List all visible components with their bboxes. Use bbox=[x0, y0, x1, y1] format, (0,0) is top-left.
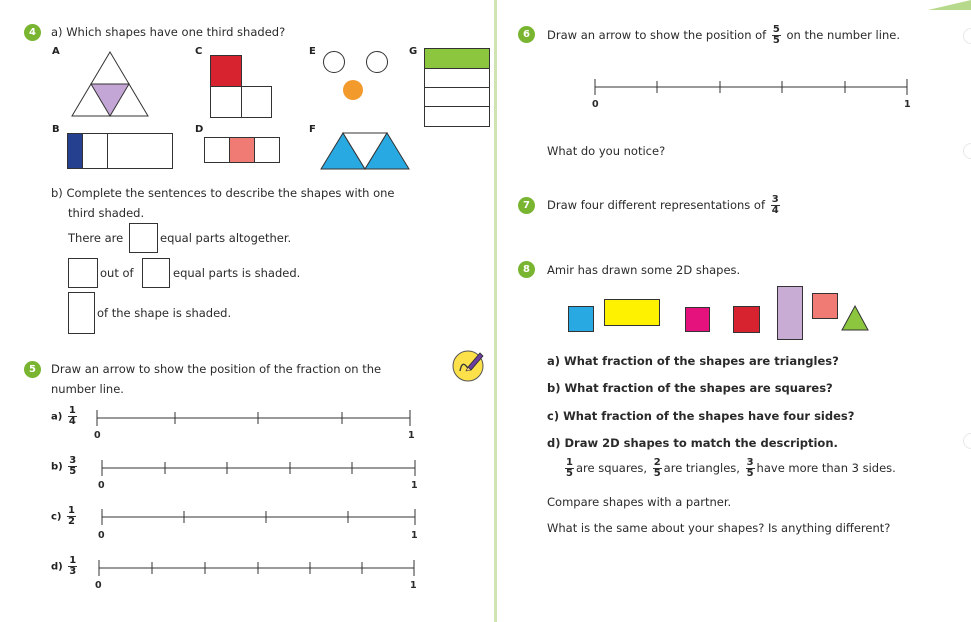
q5-line1: Draw an arrow to show the position of the fraction on the bbox=[51, 362, 382, 376]
q5d-end: 1 bbox=[410, 580, 417, 591]
q8-frac-3 bbox=[746, 458, 755, 479]
q5c-denominator: 2 bbox=[67, 516, 75, 527]
q8-shape-yellow-rectangle bbox=[604, 299, 660, 326]
q8-frac-1-num: 1 bbox=[566, 457, 573, 468]
shape-g-strip-4 bbox=[424, 106, 490, 127]
edge-arc-2 bbox=[963, 143, 971, 159]
q5b-fraction bbox=[68, 456, 77, 477]
q8-frac-3-den: 5 bbox=[746, 468, 754, 479]
corner-tab bbox=[928, 0, 971, 10]
shape-d-part-1 bbox=[204, 137, 230, 163]
shape-label-a: A bbox=[52, 46, 60, 57]
shape-a-triangle bbox=[72, 52, 148, 116]
q8-shape-salmon-square bbox=[812, 293, 838, 319]
q8-shape-blue-square bbox=[568, 306, 594, 332]
answer-box-2[interactable] bbox=[68, 258, 98, 288]
q8-question-b: b) What fraction of the shapes are squares? bbox=[547, 381, 833, 395]
q8-shape-lavender-rectangle bbox=[777, 286, 803, 340]
q5d-letter: d) bbox=[51, 561, 63, 573]
q6-notice: What do you notice? bbox=[547, 144, 666, 158]
q5a-letter: a) bbox=[51, 411, 63, 423]
q5c-label bbox=[51, 506, 78, 527]
q7-denominator: 4 bbox=[771, 205, 779, 216]
shape-c-bottom-right bbox=[241, 86, 272, 118]
q5a-fraction bbox=[68, 406, 77, 427]
q8-question-d: d) Draw 2D shapes to match the description. bbox=[547, 436, 838, 450]
q8-frac-1-den: 5 bbox=[566, 468, 573, 479]
q5a-numerator: 1 bbox=[68, 405, 76, 416]
shape-label-e: E bbox=[309, 46, 316, 57]
q5d-fraction bbox=[68, 556, 77, 577]
q5b-number-line[interactable] bbox=[101, 460, 421, 476]
q6-end: 1 bbox=[904, 99, 911, 110]
shape-d-part-2 bbox=[229, 137, 255, 163]
q5d-denominator: 3 bbox=[69, 566, 77, 577]
q4-b-line2: third shaded. bbox=[68, 206, 145, 220]
q7-pre: Draw four different representations of bbox=[547, 198, 766, 212]
shape-e-circle-3 bbox=[343, 80, 363, 100]
q8-frac-2 bbox=[653, 458, 662, 479]
q8-frac-2-den: 5 bbox=[653, 468, 661, 479]
shape-c-top bbox=[210, 55, 242, 87]
shape-e-circle-2 bbox=[366, 51, 388, 73]
sentence1-pre: There are bbox=[68, 231, 124, 245]
q5b-denominator: 5 bbox=[69, 466, 77, 477]
q4-a-text: a) Which shapes have one third shaded? bbox=[51, 25, 286, 39]
q5a-start: 0 bbox=[94, 430, 101, 441]
edge-arc-3 bbox=[963, 433, 971, 449]
q8-frac-3-num: 3 bbox=[746, 457, 754, 468]
q8-frac-1 bbox=[565, 458, 574, 479]
q8-question-a: a) What fraction of the shapes are triangles? bbox=[547, 354, 839, 368]
shape-b-part-1 bbox=[67, 133, 83, 169]
page-divider bbox=[494, 0, 497, 622]
answer-box-1[interactable] bbox=[129, 223, 158, 253]
shape-d-part-3 bbox=[254, 137, 280, 163]
answer-box-3[interactable] bbox=[142, 258, 170, 288]
q7-numerator: 3 bbox=[771, 194, 779, 205]
q5d-numerator: 1 bbox=[69, 555, 77, 566]
q5b-label bbox=[51, 456, 79, 477]
edge-arc-1 bbox=[963, 28, 971, 44]
q5c-number-line[interactable] bbox=[101, 509, 421, 525]
q5b-numerator: 3 bbox=[69, 455, 77, 466]
shape-b-part-2 bbox=[82, 133, 108, 169]
shape-g-strip-2 bbox=[424, 68, 490, 88]
q8-desc-1: are squares, bbox=[575, 461, 648, 475]
q6-denominator: 5 bbox=[772, 35, 780, 46]
q5b-end: 1 bbox=[411, 480, 418, 491]
shape-b-part-3 bbox=[107, 133, 173, 169]
q8-shape-green-triangle bbox=[842, 306, 870, 332]
q6-post: on the number line. bbox=[786, 28, 900, 42]
q5a-denominator: 4 bbox=[68, 416, 76, 427]
q8-shape-red-square bbox=[733, 306, 760, 333]
q8-frac-2-num: 2 bbox=[653, 457, 661, 468]
q8-desc-3: have more than 3 sides. bbox=[756, 461, 896, 475]
q6-fraction bbox=[772, 25, 781, 46]
sentence2-post: equal parts is shaded. bbox=[173, 266, 301, 280]
q4-b-line1: b) Complete the sentences to describe the shapes with one bbox=[51, 186, 395, 200]
shape-label-d: D bbox=[195, 124, 204, 135]
q6-text bbox=[547, 22, 900, 48]
sentence3-post: of the shape is shaded. bbox=[97, 306, 232, 320]
shape-f-triangles bbox=[321, 133, 411, 169]
q5c-letter: c) bbox=[51, 511, 62, 523]
q5b-start: 0 bbox=[98, 480, 105, 491]
q5c-numerator: 1 bbox=[67, 505, 75, 516]
question-number-8: 8 bbox=[518, 261, 535, 278]
q5a-number-line[interactable] bbox=[96, 410, 416, 426]
q8-question-c: c) What fraction of the shapes have four sides? bbox=[547, 409, 855, 423]
q5-line2: number line. bbox=[51, 382, 124, 396]
q8-desc-2: are triangles, bbox=[663, 461, 740, 475]
q5d-label bbox=[51, 556, 79, 577]
answer-box-4[interactable] bbox=[68, 292, 95, 334]
q7-fraction bbox=[771, 195, 780, 216]
q5c-fraction bbox=[67, 506, 76, 527]
q5a-end: 1 bbox=[408, 430, 415, 441]
question-number-5: 5 bbox=[24, 361, 41, 378]
q8-shape-magenta-square bbox=[685, 307, 710, 332]
shape-label-c: C bbox=[195, 46, 203, 57]
q5d-start: 0 bbox=[95, 580, 102, 591]
q8-compare: Compare shapes with a partner. bbox=[547, 495, 732, 509]
question-number-4: 4 bbox=[24, 24, 41, 41]
question-number-6: 6 bbox=[518, 26, 535, 43]
q6-number-line[interactable] bbox=[594, 79, 914, 95]
shape-label-g: G bbox=[409, 46, 418, 57]
q5c-end: 1 bbox=[411, 530, 418, 541]
pencil-icon bbox=[452, 350, 484, 382]
q6-pre: Draw an arrow to show the position of bbox=[547, 28, 767, 42]
shape-c-bottom-left bbox=[210, 86, 242, 118]
shape-g-strip-3 bbox=[424, 87, 490, 107]
q6-start: 0 bbox=[592, 99, 599, 110]
question-number-7: 7 bbox=[518, 197, 535, 214]
q6-numerator: 5 bbox=[772, 24, 780, 35]
sentence2-mid: out of bbox=[100, 266, 134, 280]
shape-e-circle-1 bbox=[323, 51, 345, 73]
shape-g-strip-1 bbox=[424, 48, 490, 69]
q8-same: What is the same about your shapes? Is anything different? bbox=[547, 521, 891, 535]
q5c-start: 0 bbox=[98, 530, 105, 541]
q5a-label bbox=[51, 406, 79, 427]
q7-text bbox=[547, 192, 782, 218]
q8-description bbox=[563, 455, 896, 481]
shape-label-f: F bbox=[309, 124, 316, 135]
shape-label-b: B bbox=[52, 124, 60, 135]
q5d-number-line[interactable] bbox=[98, 560, 418, 576]
q8-intro: Amir has drawn some 2D shapes. bbox=[547, 263, 741, 277]
q5b-letter: b) bbox=[51, 461, 63, 473]
sentence1-post: equal parts altogether. bbox=[160, 231, 292, 245]
